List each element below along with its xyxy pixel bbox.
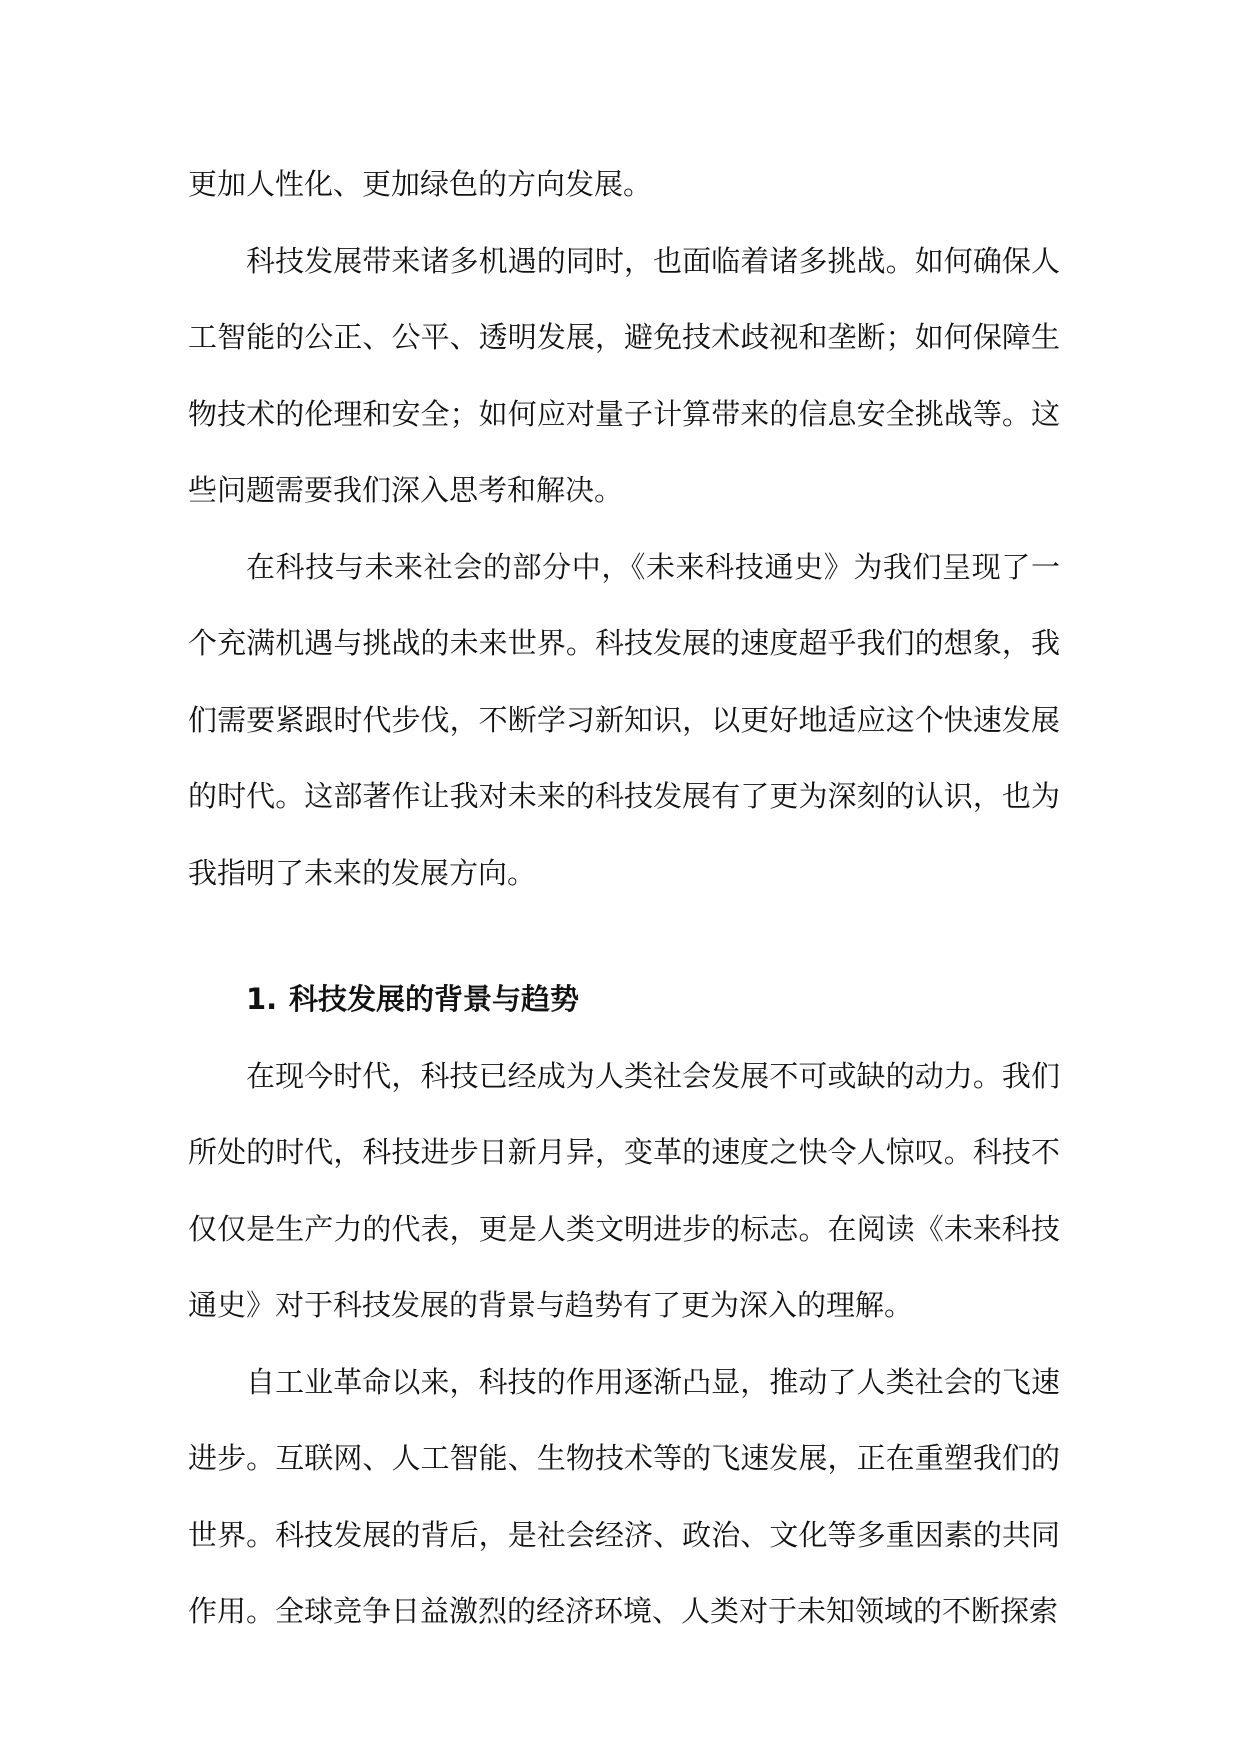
section-number: 1. (246, 982, 278, 1016)
section-spacer (188, 911, 1060, 961)
paragraph-continuation: 更加人性化、更加绿色的方向发展。 (188, 167, 653, 201)
document-page (188, 146, 1060, 1650)
section-heading (188, 961, 1060, 1038)
paragraph-challenges: 科技发展带来诸多机遇的同时，也面临着诸多挑战。如何确保人工智能的公正、公平、透明发展，避免技术歧视和垄断；如何保障生物技术的伦理和安全；如何应对量子计算带来的信息安全挑战等。这些问题需要我们深入思考和解决。 (188, 243, 1060, 507)
paragraph-industrial-revolution: 自工业革命以来，科技的作用逐渐凸显，推动了人类社会的飞速进步。互联网、人工智能、生物技术等的飞速发展，正在重塑我们的世界。科技发展的背后，是社会经济、政治、文化等多重因素的共同作用。全球竞争日益激烈的经济环境、人类对于未知领域的不断探索 (188, 1364, 1060, 1628)
paragraph-future-world: 在科技与未来社会的部分中，《未来科技通史》为我们呈现了一个充满机遇与挑战的未来世界。科技发展的速度超乎我们的想象，我们需要紧跟时代步伐，不断学习新知识，以更好地适应这个快速发展的时代。这部著作让我对未来的科技发展有了更为深刻的认识，也为我指明了未来的发展方向。 (188, 549, 1060, 890)
paragraph-era: 在现今时代，科技已经成为人类社会发展不可或缺的动力。我们所处的时代，科技进步日新月异，变革的速度之快令人惊叹。科技不仅仅是生产力的代表，更是人类文明进步的标志。在阅读《未来科技通史》对于科技发展的背景与趋势有了更为深入的理解。 (188, 1058, 1060, 1322)
section-title: 科技发展的背景与趋势 (289, 982, 580, 1016)
